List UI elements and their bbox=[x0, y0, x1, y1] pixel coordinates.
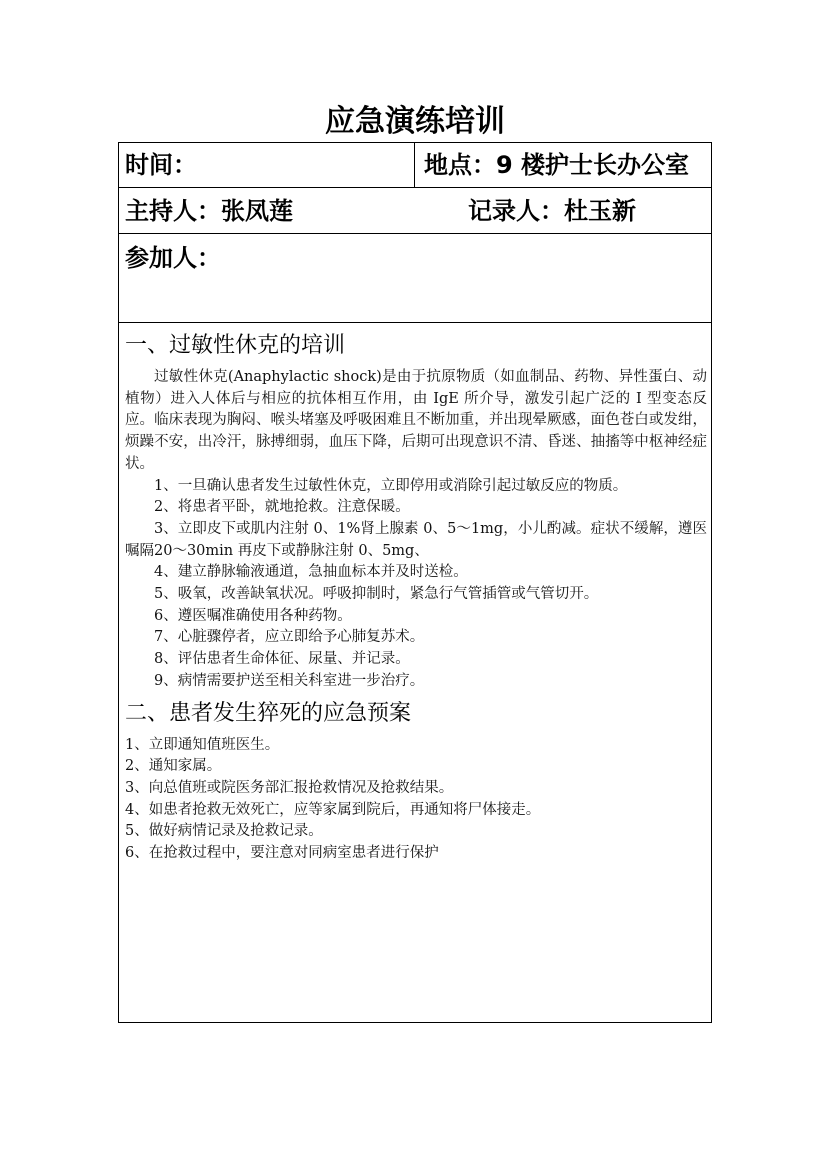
list-item: 2、将患者平卧，就地抢救。注意保暖。 bbox=[154, 499, 410, 516]
list-item: 2、通知家属。 bbox=[125, 758, 222, 775]
list-item: 5、吸氧，改善缺氧状况。呼吸抑制时，紧急行气管插管或气管切开。 bbox=[154, 586, 599, 603]
list-item: 4、建立静脉输液通道，急抽血标本并及时送检。 bbox=[154, 564, 468, 581]
section-1-body bbox=[125, 367, 707, 693]
recorder-name: 杜玉新 bbox=[564, 197, 636, 225]
list-item: 4、如患者抢救无效死亡，应等家属到院后，再通知将尸体接走。 bbox=[125, 801, 541, 818]
time-field bbox=[125, 148, 197, 182]
row-2-bottom-line bbox=[118, 233, 712, 234]
training-content bbox=[125, 330, 707, 870]
list-item: 6、在抢救过程中，要注意对同病室患者进行保护 bbox=[125, 845, 439, 862]
section-2-heading: 二、患者发生猝死的应急预案 bbox=[125, 700, 412, 726]
list-item: 9、病情需要护送至相关科室进一步治疗。 bbox=[154, 672, 425, 689]
row-1-divider bbox=[414, 142, 415, 187]
list-item: 5、做好病情记录及抢救记录。 bbox=[125, 823, 323, 840]
time-label: 时间： bbox=[125, 151, 197, 179]
list-item: 6、遵医嘱准确使用各种药物。 bbox=[154, 607, 352, 624]
document-title: 应急演练培训 bbox=[325, 104, 505, 139]
list-item: 7、心脏骤停者，应立即给予心肺复苏术。 bbox=[154, 629, 425, 646]
participants-field bbox=[125, 241, 221, 275]
section-2-body bbox=[125, 735, 707, 865]
section-1-heading: 一、过敏性休克的培训 bbox=[125, 333, 346, 358]
row-3-bottom-line bbox=[118, 322, 712, 323]
host-field bbox=[125, 194, 293, 228]
list-item: 1、一旦确认患者发生过敏性休克，立即停用或消除引起过敏反应的物质。 bbox=[154, 477, 628, 494]
location-label: 地点： bbox=[424, 151, 496, 179]
list-item: 8、评估患者生命体征、尿量、并记录。 bbox=[154, 651, 410, 668]
host-name: 张凤莲 bbox=[221, 197, 293, 225]
location-field bbox=[424, 148, 689, 182]
recorder-field bbox=[468, 194, 636, 228]
row-1-bottom-line bbox=[118, 187, 712, 188]
recorder-label: 记录人： bbox=[468, 197, 564, 225]
participants-label: 参加人： bbox=[125, 244, 221, 272]
list-item: 1、立即通知值班医生。 bbox=[125, 736, 280, 753]
list-item: 3、向总值班或院医务部汇报抢救情况及抢救结果。 bbox=[125, 779, 454, 796]
list-item: 3、立即皮下或肌内注射 0、1%肾上腺素 0、5～1mg，小儿酌减。症状不缓解，遵医嘱隔20～30min 再皮下或静脉注射 0、5mg、 bbox=[125, 520, 707, 559]
host-label: 主持人： bbox=[125, 197, 221, 225]
location-value: 9 楼护士长办公室 bbox=[496, 151, 690, 179]
section-1-intro: 过敏性休克(Anaphylactic shock)是由于抗原物质（如血制品、药物、异性蛋白、动植物）进入人体后与相应的抗体相互作用，由 IgE 所介导，激发引起广泛的 I 型变态反应。临床表现为胸闷、喉头堵塞及呼吸困难且不断加重，并出现晕厥感，面色苍白或发绀，烦躁不安，出冷汗，脉搏细弱，血压下降，后期可出现意识不清、昏迷、抽搐等中枢神经症状。 bbox=[125, 369, 707, 472]
